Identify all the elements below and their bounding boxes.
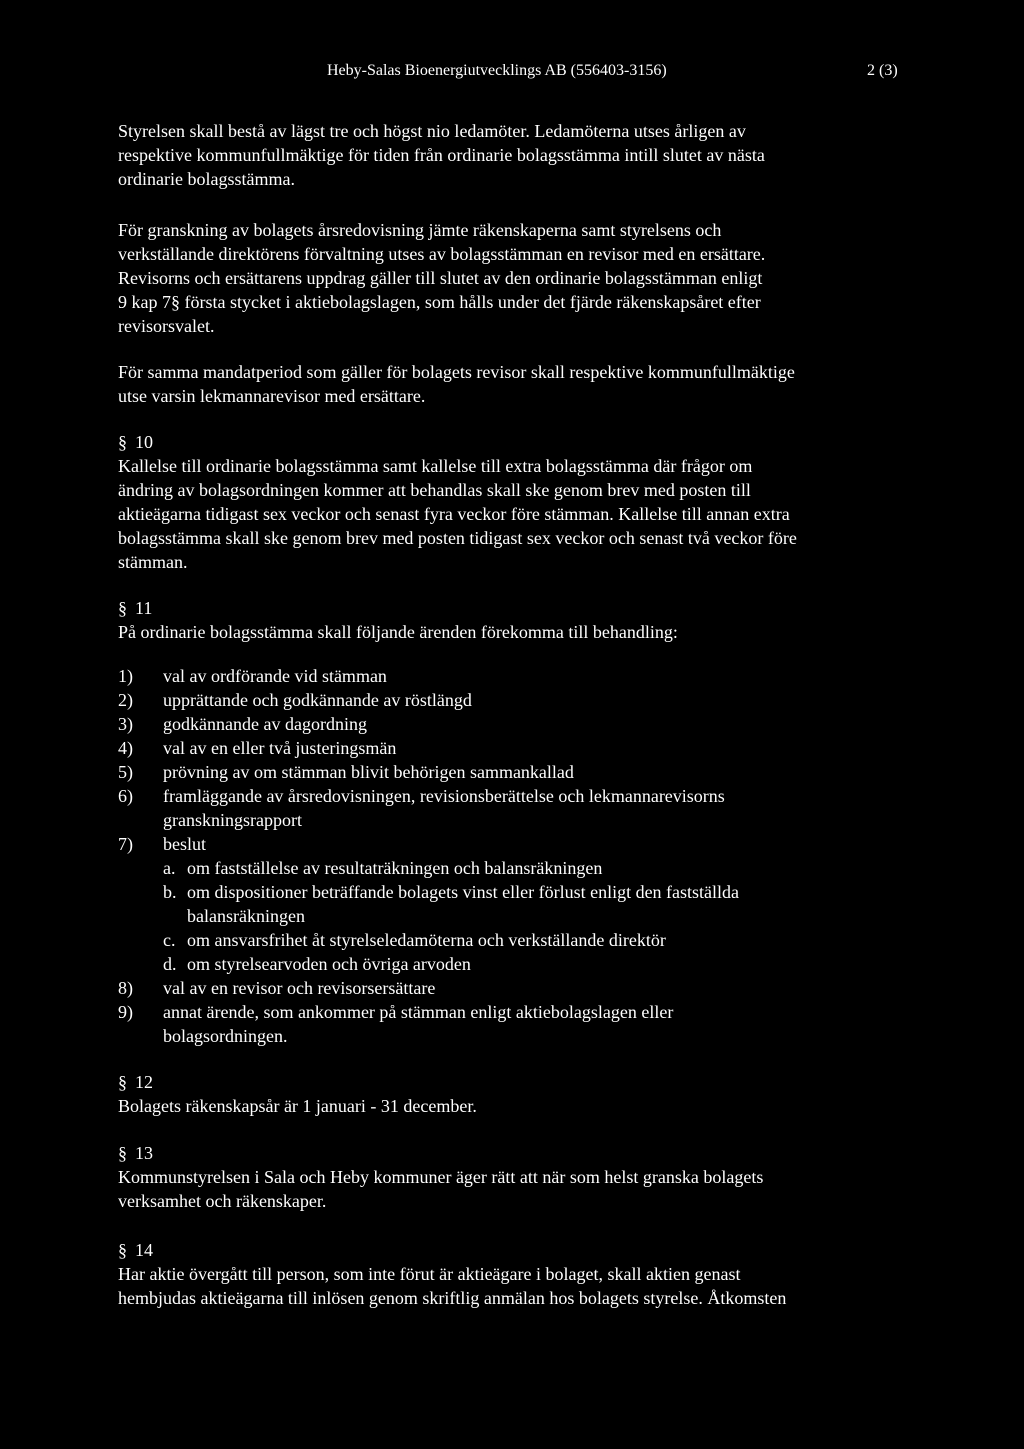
section-14 bbox=[118, 1238, 908, 1310]
text-line: verkställande direktörens förvaltning utses av bolagsstämman en revisor med en ersättare. bbox=[118, 244, 766, 264]
text-line: bolagsstämma skall ske genom brev med posten tidigast sex veckor och senast två veckor före bbox=[118, 528, 797, 548]
section-13 bbox=[118, 1141, 908, 1213]
section-sign: § bbox=[118, 432, 127, 452]
section-sign: § bbox=[118, 1072, 127, 1092]
item-number: 1) bbox=[118, 666, 133, 686]
list-item bbox=[118, 784, 908, 808]
section-heading bbox=[118, 1141, 908, 1165]
sub-item-text: balansräkningen bbox=[187, 906, 305, 926]
section-10 bbox=[118, 430, 908, 574]
sub-list-item-continuation bbox=[118, 904, 908, 928]
paragraph-lay-auditor bbox=[118, 360, 908, 408]
list-item bbox=[118, 688, 908, 712]
sub-list-item bbox=[118, 928, 908, 952]
text-line: respektive kommunfullmäktige för tiden från ordinarie bolagsstämma intill slutet av nästa bbox=[118, 145, 765, 165]
section-number: 14 bbox=[135, 1240, 153, 1260]
list-item bbox=[118, 832, 908, 856]
list-item-continuation bbox=[118, 1024, 908, 1048]
list-item bbox=[118, 736, 908, 760]
sub-item-text: om styrelsearvoden och övriga arvoden bbox=[187, 954, 471, 974]
item-number: 6) bbox=[118, 786, 133, 806]
item-text: val av ordförande vid stämman bbox=[163, 666, 387, 686]
item-number: 5) bbox=[118, 762, 133, 782]
sub-item-text: om dispositioner beträffande bolagets vinst eller förlust enligt den fastställda bbox=[187, 882, 740, 902]
text-line: aktieägarna tidigast sex veckor och senast fyra veckor före stämman. Kallelse till annan extra bbox=[118, 504, 790, 524]
text-line: revisorsvalet. bbox=[118, 316, 215, 336]
sub-item-text: om ansvarsfrihet åt styrelseledamöterna och verkställande direktör bbox=[187, 930, 666, 950]
section-heading bbox=[118, 1070, 908, 1094]
text-line: 9 kap 7§ första stycket i aktiebolagslagen, som hålls under det fjärde räkenskapsåret efter bbox=[118, 292, 761, 312]
item-text: beslut bbox=[163, 834, 206, 854]
item-number: 8) bbox=[118, 978, 133, 998]
paragraph-audit bbox=[118, 218, 908, 338]
page-number: 2 (3) bbox=[867, 62, 898, 79]
section-number: 11 bbox=[135, 598, 153, 618]
section-sign: § bbox=[118, 1143, 127, 1163]
section-sign: § bbox=[118, 598, 127, 618]
section-sign: § bbox=[118, 1240, 127, 1260]
sub-item-letter: b. bbox=[163, 882, 177, 902]
list-item-continuation bbox=[118, 808, 908, 832]
list-item bbox=[118, 1000, 908, 1024]
section-heading bbox=[118, 1238, 908, 1262]
list-item bbox=[118, 664, 908, 688]
section-heading bbox=[118, 596, 908, 620]
text-line: verksamhet och räkenskaper. bbox=[118, 1191, 327, 1211]
text-line: ordinarie bolagsstämma. bbox=[118, 169, 295, 189]
item-text: prövning av om stämman blivit behörigen sammankallad bbox=[163, 762, 574, 782]
item-text: val av en eller två justeringsmän bbox=[163, 738, 397, 758]
item-number: 9) bbox=[118, 1002, 133, 1022]
paragraph-board-composition bbox=[118, 119, 908, 191]
item-number: 4) bbox=[118, 738, 133, 758]
text-line: hembjudas aktieägarna till inlösen genom skriftlig anmälan hos bolagets styrelse. Åtkomsten bbox=[118, 1288, 787, 1308]
section-intro: På ordinarie bolagsstämma skall följande ärenden förekomma till behandling: bbox=[118, 622, 678, 642]
sub-item-letter: a. bbox=[163, 858, 176, 878]
item-text: upprättande och godkännande av röstlängd bbox=[163, 690, 472, 710]
text-line: För samma mandatperiod som gäller för bolagets revisor skall respektive kommunfullmäktige bbox=[118, 362, 795, 382]
text-line: För granskning av bolagets årsredovisning jämte räkenskaperna samt styrelsens och bbox=[118, 220, 722, 240]
sub-list-item bbox=[118, 880, 908, 904]
agenda-list bbox=[118, 664, 908, 1048]
text-line: Kallelse till ordinarie bolagsstämma samt kallelse till extra bolagsstämma där frågor om bbox=[118, 456, 753, 476]
sub-item-letter: c. bbox=[163, 930, 176, 950]
section-number: 13 bbox=[135, 1143, 153, 1163]
document-header-title: Heby-Salas Bioenergiutvecklings AB (556403-3156) bbox=[327, 62, 667, 79]
section-heading bbox=[118, 430, 908, 454]
text-line: utse varsin lekmannarevisor med ersättare. bbox=[118, 386, 426, 406]
text-line: Styrelsen skall bestå av lägst tre och högst nio ledamöter. Ledamöterna utses årligen av bbox=[118, 121, 746, 141]
list-item bbox=[118, 976, 908, 1000]
list-item bbox=[118, 760, 908, 784]
item-text: granskningsrapport bbox=[163, 810, 302, 830]
sub-list-item bbox=[118, 856, 908, 880]
text-line: Bolagets räkenskapsår är 1 januari - 31 december. bbox=[118, 1096, 477, 1116]
section-number: 12 bbox=[135, 1072, 153, 1092]
sub-item-letter: d. bbox=[163, 954, 177, 974]
text-line: ändring av bolagsordningen kommer att behandlas skall ske genom brev med posten till bbox=[118, 480, 751, 500]
item-number: 2) bbox=[118, 690, 133, 710]
text-line: Har aktie övergått till person, som inte förut är aktieägare i bolaget, skall aktien genast bbox=[118, 1264, 741, 1284]
list-item bbox=[118, 712, 908, 736]
text-line: Kommunstyrelsen i Sala och Heby kommuner äger rätt att när som helst granska bolagets bbox=[118, 1167, 764, 1187]
item-text: godkännande av dagordning bbox=[163, 714, 367, 734]
section-12 bbox=[118, 1070, 908, 1118]
item-text: annat ärende, som ankommer på stämman enligt aktiebolagslagen eller bbox=[163, 1002, 674, 1022]
item-text: framläggande av årsredovisningen, revisionsberättelse och lekmannarevisorns bbox=[163, 786, 725, 806]
text-line: stämman. bbox=[118, 552, 188, 572]
item-number: 3) bbox=[118, 714, 133, 734]
section-11 bbox=[118, 596, 908, 644]
text-line: Revisorns och ersättarens uppdrag gäller till slutet av den ordinarie bolagsstämman enligt bbox=[118, 268, 763, 288]
item-text: bolagsordningen. bbox=[163, 1026, 288, 1046]
item-text: val av en revisor och revisorsersättare bbox=[163, 978, 436, 998]
sub-item-text: om fastställelse av resultaträkningen och balansräkningen bbox=[187, 858, 603, 878]
sub-list-item bbox=[118, 952, 908, 976]
section-number: 10 bbox=[135, 432, 153, 452]
item-number: 7) bbox=[118, 834, 133, 854]
